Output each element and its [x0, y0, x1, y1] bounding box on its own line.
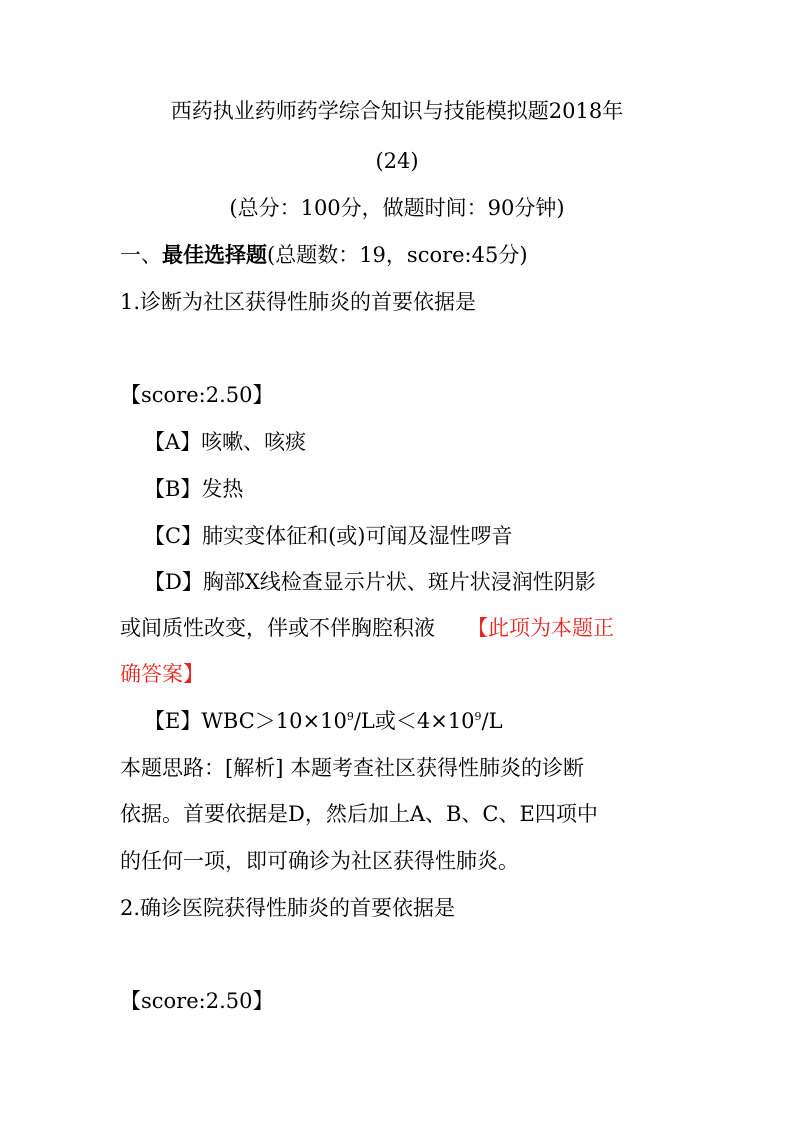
document-title-number: (24) [375, 149, 419, 173]
option-a: 【A】咳嗽、咳痰 [144, 430, 307, 454]
option-d: 【D】胸部X线检查显示片状、斑片状浸润性阴影 [144, 570, 596, 594]
question-score: 【score:2.50】 [120, 383, 274, 407]
explanation-line: 本题思路：[解析] 本题考查社区获得性肺炎的诊断 [120, 756, 585, 780]
option-e: 【E】$WBC>10\times 10^9/L$或$<4\times 10^9/L$ [144, 709, 503, 733]
score-info: (总分：100分，做题时间：90分钟) [229, 196, 565, 220]
question-stem: 2.确诊医院获得性肺炎的首要依据是 [120, 896, 456, 920]
question-stem: 1.诊断为社区获得性肺炎的首要依据是 [120, 290, 477, 314]
correct-answer-mark: 【此项为本题正 [467, 616, 614, 640]
correct-answer-mark-continued: 确答案】 [120, 662, 204, 686]
option-c: 【C】肺实变体征和(或)可闻及湿性啰音 [144, 524, 513, 548]
option-b: 【B】发热 [144, 477, 244, 501]
section-header [120, 240, 528, 270]
option-d-continued [120, 613, 614, 643]
explanation-line: 的任何一项，即可确诊为社区获得性肺炎。 [120, 849, 519, 873]
document-title: 西药执业药师药学综合知识与技能模拟题2018年 [170, 99, 624, 123]
explanation-line: 依据。首要依据是D，然后加上A、B、C、E四项中 [120, 802, 598, 826]
section-info: (总题数：19，score:45分) [267, 243, 528, 267]
section-title: 最佳选择题 [162, 242, 267, 267]
section-label: 一、 [120, 243, 162, 267]
question-score: 【score:2.50】 [120, 989, 274, 1013]
option-d-text: 或间质性改变，伴或不伴胸腔积液 [120, 616, 435, 640]
